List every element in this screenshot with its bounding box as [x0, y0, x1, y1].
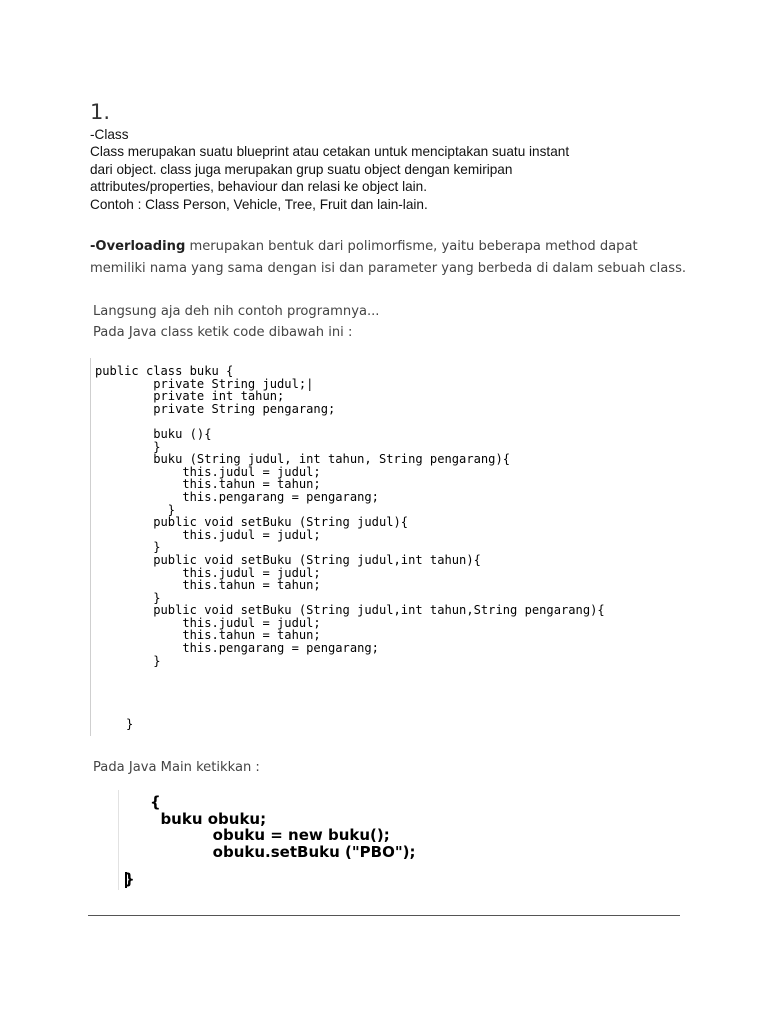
overloading-term: -Overloading	[90, 239, 186, 254]
main-caption: Pada Java Main ketikkan :	[93, 760, 260, 775]
intro-line: Langsung aja deh nih contoh programnya...	[93, 304, 380, 319]
class-line: attributes/properties, behaviour dan relasi ke object lain.	[90, 179, 428, 195]
intro-line: Pada Java class ketik code dibawah ini :	[93, 325, 353, 340]
class-line: dari object. class juga merupakan grup suatu object dengan kemiripan	[90, 161, 513, 177]
main-code: { buku obuku; obuku = new buku(); obuku.setBuku ("PBO");	[150, 793, 416, 861]
class-definition	[90, 126, 650, 213]
overloading-paragraph	[90, 236, 690, 280]
class-code-closing-brace: }	[126, 717, 134, 731]
main-code-closing-brace: }	[124, 870, 135, 888]
class-code: public class buku { private String judul;| private int tahun; private String pengarang; buku (){ } buku (String judul, int tahun, String pengarang){ this.judul = judul; this.tahun = tahun; this.pengarang = pengarang; } public void setBuku (String judul){ this.judul = judul; } public void setBuku (String judul,int tahun){ this.judul = judul; this.tahun = tahun; } public void setBuku (String judul,int tahun,String pengarang){ this.judul = judul; this.tahun = tahun; this.pengarang = pengarang; }	[95, 364, 605, 668]
section-number: 1.	[90, 100, 111, 124]
class-line: -Class	[90, 127, 129, 142]
overloading-text: merupakan bentuk dari polimorfisme, yaitu beberapa method dapat memiliki nama yang sama dengan isi dan parameter yang berbeda di dalam sebuah class.	[90, 239, 687, 276]
horizontal-rule	[88, 915, 680, 916]
class-line: Class merupakan suatu blueprint atau cetakan untuk menciptakan suatu instant	[90, 144, 570, 160]
class-line: Contoh : Class Person, Vehicle, Tree, Fruit dan lain-lain.	[90, 196, 428, 212]
